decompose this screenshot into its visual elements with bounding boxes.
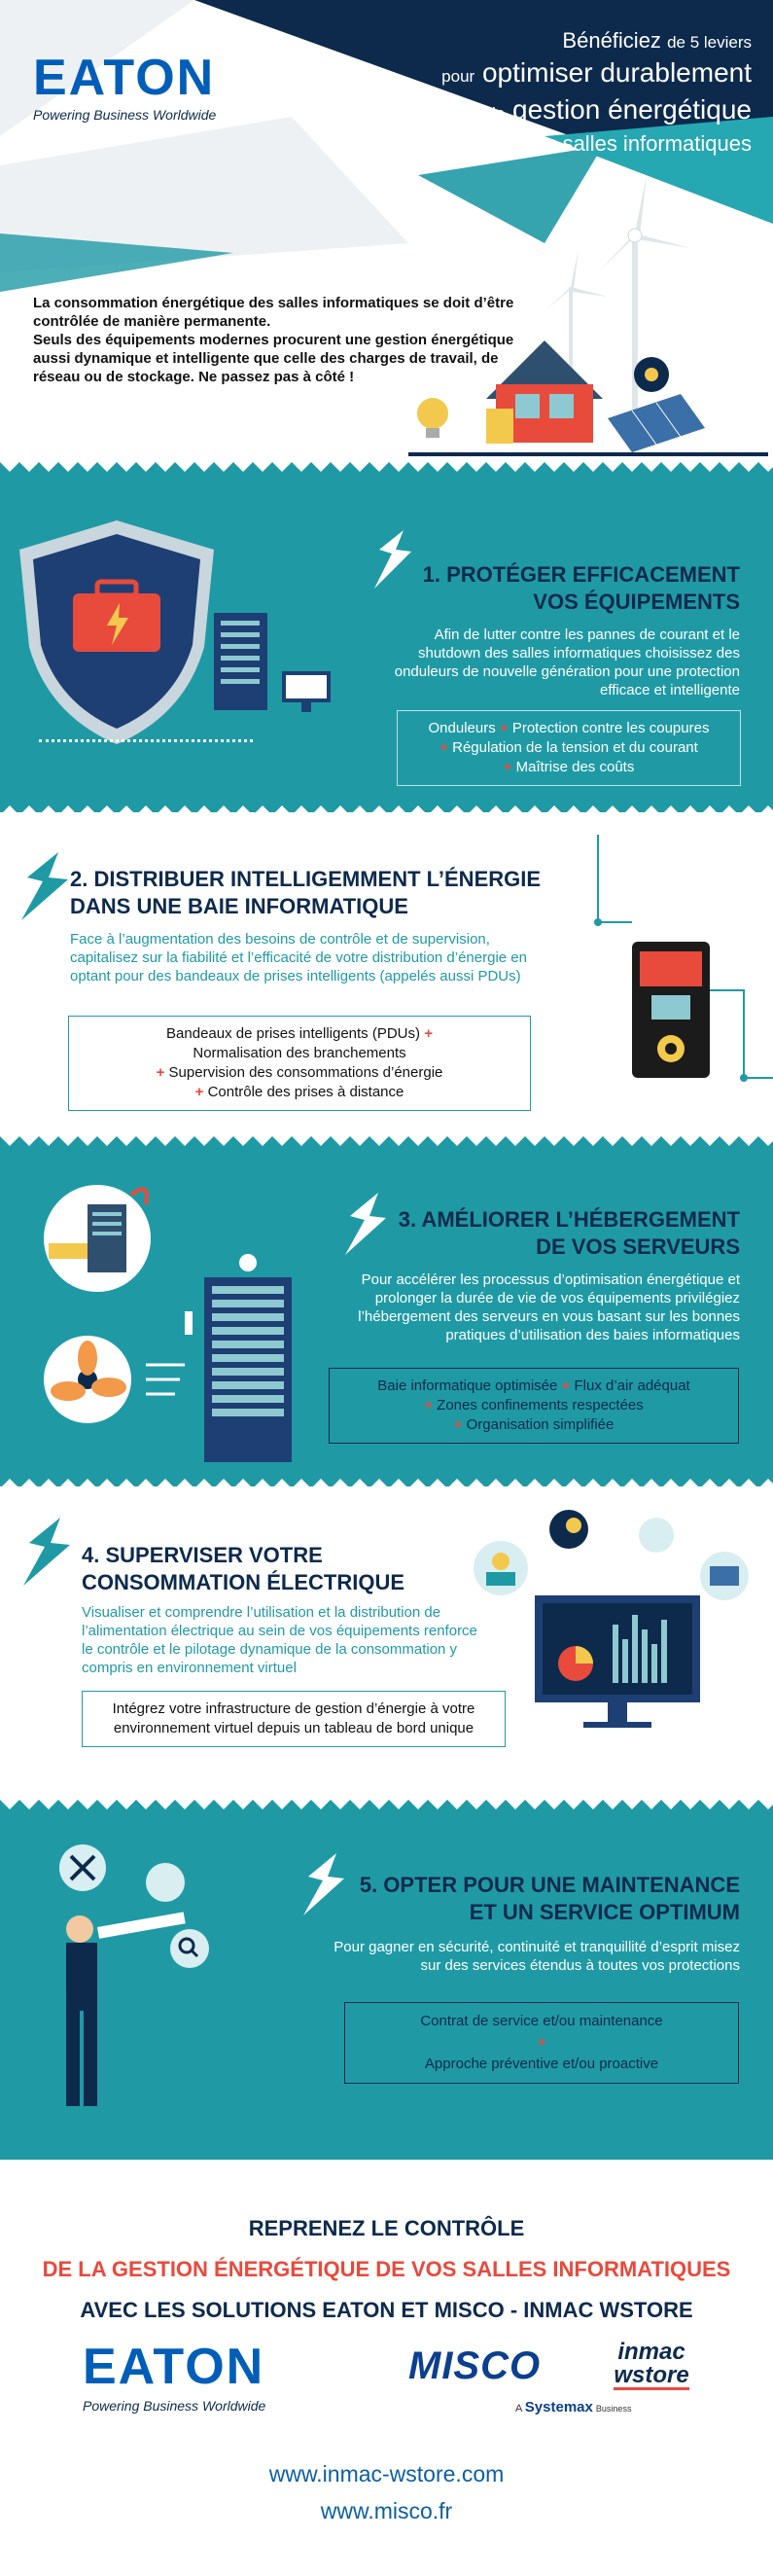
lightning-bolt-icon xyxy=(21,852,70,920)
title-line: DE VOS SERVEURS xyxy=(536,1234,740,1259)
dashboard-monitor-icon xyxy=(467,1508,768,1751)
feature-item: Maîtrise des coûts xyxy=(515,759,635,775)
dotted-divider xyxy=(39,739,253,742)
section-1-feature-box xyxy=(397,710,741,786)
systemax-suffix: Business xyxy=(595,2404,632,2414)
footer-eaton-logo[interactable] xyxy=(83,2340,335,2414)
link-misco[interactable]: www.misco.fr xyxy=(320,2498,453,2523)
title-word: Bénéficiez xyxy=(562,28,661,53)
eaton-tagline: Powering Business Worldwide xyxy=(33,107,217,123)
feature-item: Contrôle des prises à distance xyxy=(207,1084,404,1100)
house-icon xyxy=(486,340,603,444)
systemax-brand: Systemax xyxy=(524,2399,593,2415)
lightbulb-icon xyxy=(417,398,448,438)
plus-sign: + xyxy=(503,759,512,775)
section-4-title xyxy=(82,1542,490,1596)
title-line: 5. OPTER POUR UNE MAINTENANCE xyxy=(359,1873,740,1897)
section-2-feature-box xyxy=(68,1016,531,1111)
feature-item: Protection contre les coupures xyxy=(511,720,710,736)
eaton-tagline: Powering Business Worldwide xyxy=(83,2398,266,2414)
ups-server-icon xyxy=(209,613,345,720)
person-telescope-illustration xyxy=(39,1834,233,2145)
thermometer-icon xyxy=(185,1311,193,1335)
title-line: DANS UNE BAIE INFORMATIQUE xyxy=(70,894,408,918)
section-5-title xyxy=(312,1872,740,1926)
title-line: 2. DISTRIBUER INTELLIGEMMENT L’ÉNERGIE xyxy=(70,867,542,891)
section-3-feature-box xyxy=(329,1368,739,1444)
zigzag-edge xyxy=(0,1473,773,1488)
zigzag-edge xyxy=(0,462,773,478)
headline-line: REPRENEZ LE CONTRÔLE xyxy=(248,2216,525,2240)
link-inmac-wstore[interactable]: www.inmac-wstore.com xyxy=(268,2461,505,2487)
title-line: VOS ÉQUIPEMENTS xyxy=(533,590,740,614)
headline-line: AVEC LES SOLUTIONS EATON ET MISCO - INMAC WSTORE xyxy=(80,2298,693,2322)
eaton-logo[interactable] xyxy=(33,51,266,123)
systemax-prefix: A xyxy=(515,2403,522,2415)
ground-line xyxy=(408,452,768,456)
section-3-body: Pour accélérer les processus d’optimisation énergétique et prolonger la durée de vie de vos équipements privilégiez l’hébergement des serveurs en vous basant sur les bonnes pratiques d’utilisation des baies informatiques xyxy=(358,1271,740,1343)
plus-sign: + xyxy=(499,720,509,736)
feature-item: Onduleurs xyxy=(428,720,496,736)
section-1-title xyxy=(351,561,740,616)
plus-sign: + xyxy=(439,739,448,756)
feature-item: Supervision des consommations d’énergie xyxy=(168,1064,443,1081)
section-2-body: Face à l’augmentation des besoins de contrôle et de supervision, capitalisez sur la fiabilité et l’efficacité de votre distribution d’énergie en optant pour des bandeaux de prises intelligents (appelés aussi PDUs) xyxy=(70,931,527,984)
title-line: CONSOMMATION ÉLECTRIQUE xyxy=(82,1570,405,1594)
plug-icon xyxy=(146,1863,185,1902)
section-4 xyxy=(0,1488,773,1800)
feature-item: Régulation de la tension et du courant xyxy=(452,739,698,756)
title-word: pour xyxy=(441,67,475,86)
inmac-wordmark: inmac xyxy=(617,2339,685,2365)
feature-item: Baie informatique optimisée xyxy=(377,1377,558,1394)
page-title xyxy=(343,27,752,158)
header xyxy=(0,0,773,447)
server-rack-icon xyxy=(185,1253,311,1467)
feature-item: Approche préventive et/ou proactive xyxy=(424,2056,659,2072)
feature-item: Contrat de service et/ou maintenance xyxy=(420,2013,663,2029)
search-icon xyxy=(170,1929,209,1968)
plus-sign: + xyxy=(561,1377,571,1394)
systemax-caption xyxy=(515,2399,631,2415)
section-4-body: Visualiser et comprendre l’utilisation et la distribution de l’alimentation électrique au sein de vos équipements renforce le contrôle et le pilotage dynamique de la consommation y compris en environnement virtuel xyxy=(82,1604,477,1676)
plus-sign: + xyxy=(424,1025,433,1042)
plus-sign: + xyxy=(537,2034,546,2051)
plus-sign: + xyxy=(156,1064,165,1081)
zigzag-edge xyxy=(0,1800,773,1815)
section-2-title xyxy=(70,866,576,920)
feature-item: Bandeaux de prises intelligents (PDUs) xyxy=(166,1025,421,1042)
section-1-body: Afin de lutter contre les pannes de courant et le shutdown des salles informatiques choisissez des onduleurs de nouvelle génération pour une protection efficace et intelligente xyxy=(394,626,740,698)
zigzag-edge xyxy=(0,1136,773,1152)
feature-item: Organisation simplifiée xyxy=(466,1416,615,1433)
feature-item: Flux d’air adéquat xyxy=(574,1377,690,1394)
misco-wordmark: MISCO xyxy=(408,2344,542,2387)
section-5-body: Pour gagner en sécurité, continuité et tranquillité d’esprit misez sur des services étendus à toutes vos protections xyxy=(334,1939,740,1974)
title-line: 1. PROTÉGER EFFICACEMENT xyxy=(422,562,740,587)
misco-logo[interactable] xyxy=(408,2344,541,2388)
title-word: optimiser durablement xyxy=(481,57,752,88)
intro-paragraph: Seuls des équipements modernes procurent une gestion énergétique aussi dynamique et intelligente que celle des charges de travail, de réseau ou de stockage. Ne passez pas à côté ! xyxy=(33,332,514,385)
plus-sign: + xyxy=(453,1416,463,1433)
book-icon xyxy=(651,995,690,1020)
title-line: ET UN SERVICE OPTIMUM xyxy=(469,1900,740,1924)
shield-icon xyxy=(19,520,214,744)
title-word: de 5 leviers xyxy=(667,33,752,52)
plus-sign: + xyxy=(194,1084,204,1100)
lightning-bolt-icon xyxy=(23,1518,72,1586)
section-1 xyxy=(0,462,773,812)
solar-panel-icon xyxy=(608,394,705,452)
title-word: des salles informatiques xyxy=(521,131,752,156)
section-3 xyxy=(0,1136,773,1486)
fan-icon xyxy=(39,1331,194,1438)
intro-paragraph: La consommation énergétique des salles informatiques se doit d’être contrôlée de manière permanente. xyxy=(33,295,514,330)
section-2 xyxy=(0,815,773,1136)
wstore-wordmark: wstore xyxy=(614,2362,689,2388)
headline-line: DE LA GESTION ÉNERGÉTIQUE DE VOS SALLES INFORMATIQUES xyxy=(42,2257,731,2281)
plus-sign: + xyxy=(424,1397,433,1413)
title-line: 3. AMÉLIORER L’HÉBERGEMENT xyxy=(398,1207,740,1232)
section-5 xyxy=(0,1800,773,2160)
smart-house-illustration xyxy=(408,175,768,457)
gear-icon xyxy=(634,357,669,392)
eaton-logo-mark: EATON xyxy=(33,50,216,106)
section-4-feature-box: Intégrez votre infrastructure de gestion d’énergie à votre environnement virtuel depuis un tableau de bord unique xyxy=(82,1691,506,1747)
section-5-feature-box xyxy=(344,2002,739,2084)
title-word: gestion énergétique xyxy=(512,94,752,125)
broken-server-icon xyxy=(39,1175,175,1302)
section-3-title xyxy=(332,1206,740,1261)
telescope-icon xyxy=(97,1912,186,1938)
pdu-device-icon xyxy=(569,835,773,1127)
title-word: la xyxy=(492,104,506,123)
feature-item: Zones confinements respectées xyxy=(437,1397,644,1413)
zigzag-edge xyxy=(0,800,773,815)
footer-headline xyxy=(0,2208,773,2331)
eaton-logo-mark: EATON xyxy=(83,2339,265,2395)
inmac-wstore-logo[interactable] xyxy=(574,2341,729,2390)
feature-item: Normalisation des branchements xyxy=(193,1045,406,1061)
car-icon xyxy=(639,1518,674,1553)
title-line: 4. SUPERVISER VOTRE xyxy=(82,1543,323,1567)
footer xyxy=(0,2160,773,2576)
